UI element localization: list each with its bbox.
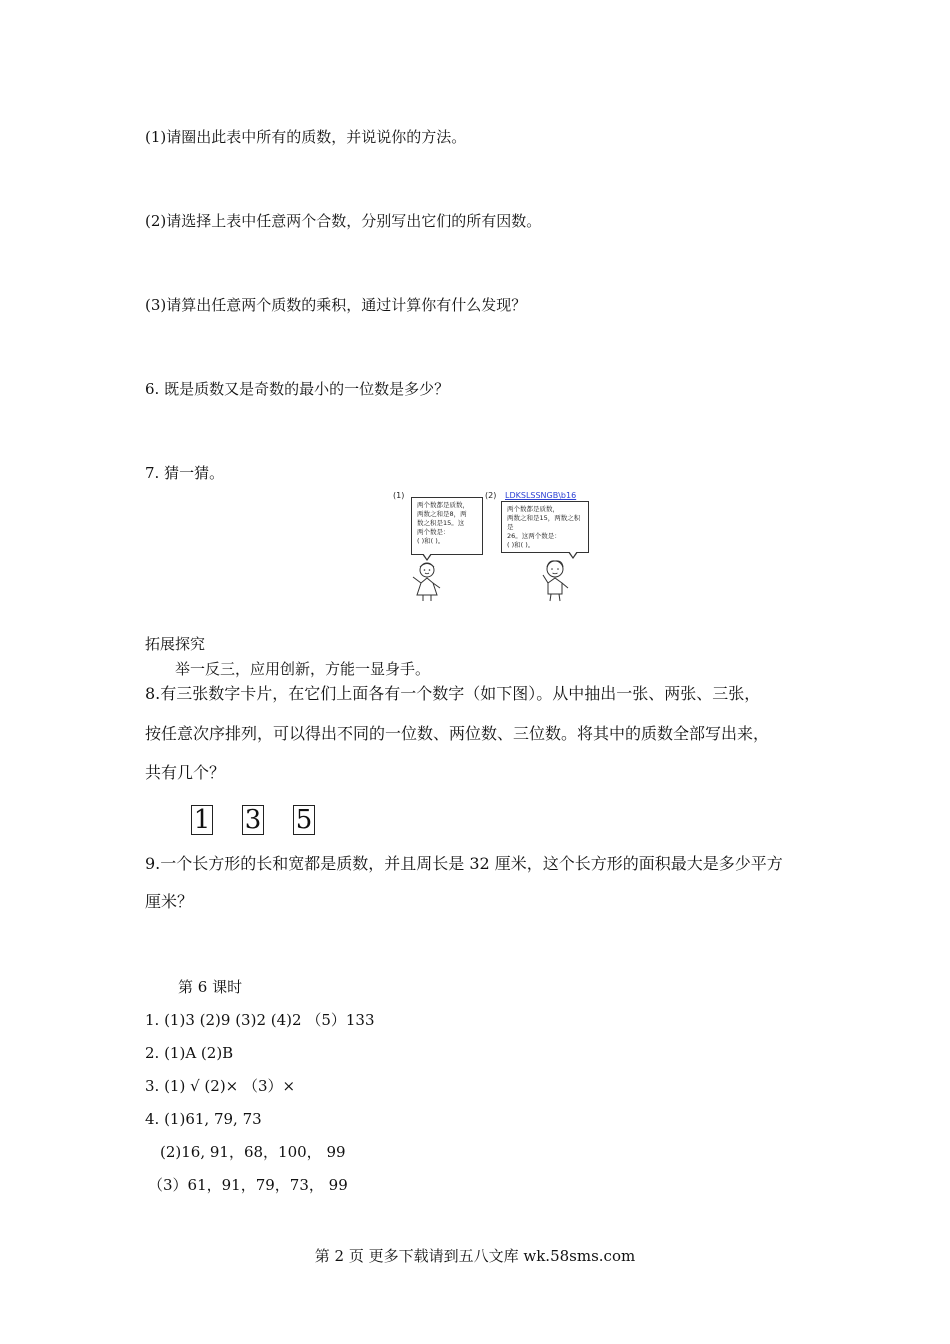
answer-4-part-2: (2)16, 91，68，100， 99: [160, 1143, 346, 1161]
speech-bubble-2: [501, 501, 589, 553]
bubble-1-line: ( )和( )。: [417, 537, 445, 545]
question-8-line-3: 共有几个？: [145, 763, 226, 782]
question-5-part-1: (1)请圈出此表中所有的质数，并说说你的方法。: [145, 128, 467, 146]
page-footer: 第 2 页 更多下载请到五八文库 wk.58sms.com: [314, 1247, 636, 1265]
question-9-line-1: 9.一个长方形的长和宽都是质数，并且周长是 32 厘米，这个长方形的面积最大是多少平方: [145, 854, 783, 873]
extension-heading: 拓展探究: [145, 635, 206, 653]
bubble-1-line: 两数之和是8，两: [417, 510, 467, 518]
bubble-1-line: 两个数都是质数，: [417, 501, 469, 509]
answer-3: 3. (1) √ (2)× （3）×: [145, 1077, 296, 1095]
figure-label-2: (2): [485, 491, 497, 500]
bubble-1-line: 数之积是15。这: [417, 519, 465, 527]
question-8-line-2: 按任意次序排列，可以得出不同的一位数、两位数、三位数。将其中的质数全部写出来，: [145, 724, 770, 743]
bubble-2-line: ( )和( )。: [507, 541, 535, 549]
answer-4-part-3: （3）61，91，79，73， 99: [148, 1176, 348, 1194]
bubble-1-line: 两个数是：: [417, 528, 450, 536]
question-8-line-1: 8.有三张数字卡片，在它们上面各有一个数字（如下图）。从中抽出一张、两张、三张，: [145, 684, 761, 703]
girl-figure-icon: [407, 559, 447, 603]
speech-bubble-1: [411, 497, 483, 555]
figure-watermark: LDKSLSSNGB\b16: [505, 491, 577, 500]
guess-figure: [385, 487, 595, 605]
boy-figure-icon: [535, 557, 575, 603]
question-5-part-3: (3)请算出任意两个质数的乘积，通过计算你有什么发现？: [145, 296, 527, 314]
answer-4: 4. (1)61, 79, 73: [145, 1110, 262, 1128]
question-9-line-2: 厘米？: [145, 892, 194, 911]
bubble-2-line: 两个数都是质数，: [507, 505, 559, 513]
question-6: 6. 既是质数又是奇数的最小的一位数是多少？: [145, 380, 450, 398]
number-card: 5: [293, 805, 315, 835]
number-card: 3: [242, 805, 264, 835]
question-7: 7. 猜一猜。: [145, 464, 225, 482]
answers-title: 第 6 课时: [178, 978, 243, 996]
number-card: 1: [191, 805, 213, 835]
bubble-2-line: 两数之和是15，两数之积是: [507, 514, 581, 531]
question-5-part-2: (2)请选择上表中任意两个合数，分别写出它们的所有因数。: [145, 212, 542, 230]
bubble-2-line: 26。这两个数是：: [507, 532, 561, 540]
answer-2: 2. (1)A (2)B: [145, 1044, 234, 1062]
figure-label-1: (1): [393, 491, 405, 500]
extension-motto: 举一反三，应用创新，方能一显身手。: [175, 660, 431, 678]
answer-1: 1. (1)3 (2)9 (3)2 (4)2 （5）133: [145, 1011, 375, 1029]
